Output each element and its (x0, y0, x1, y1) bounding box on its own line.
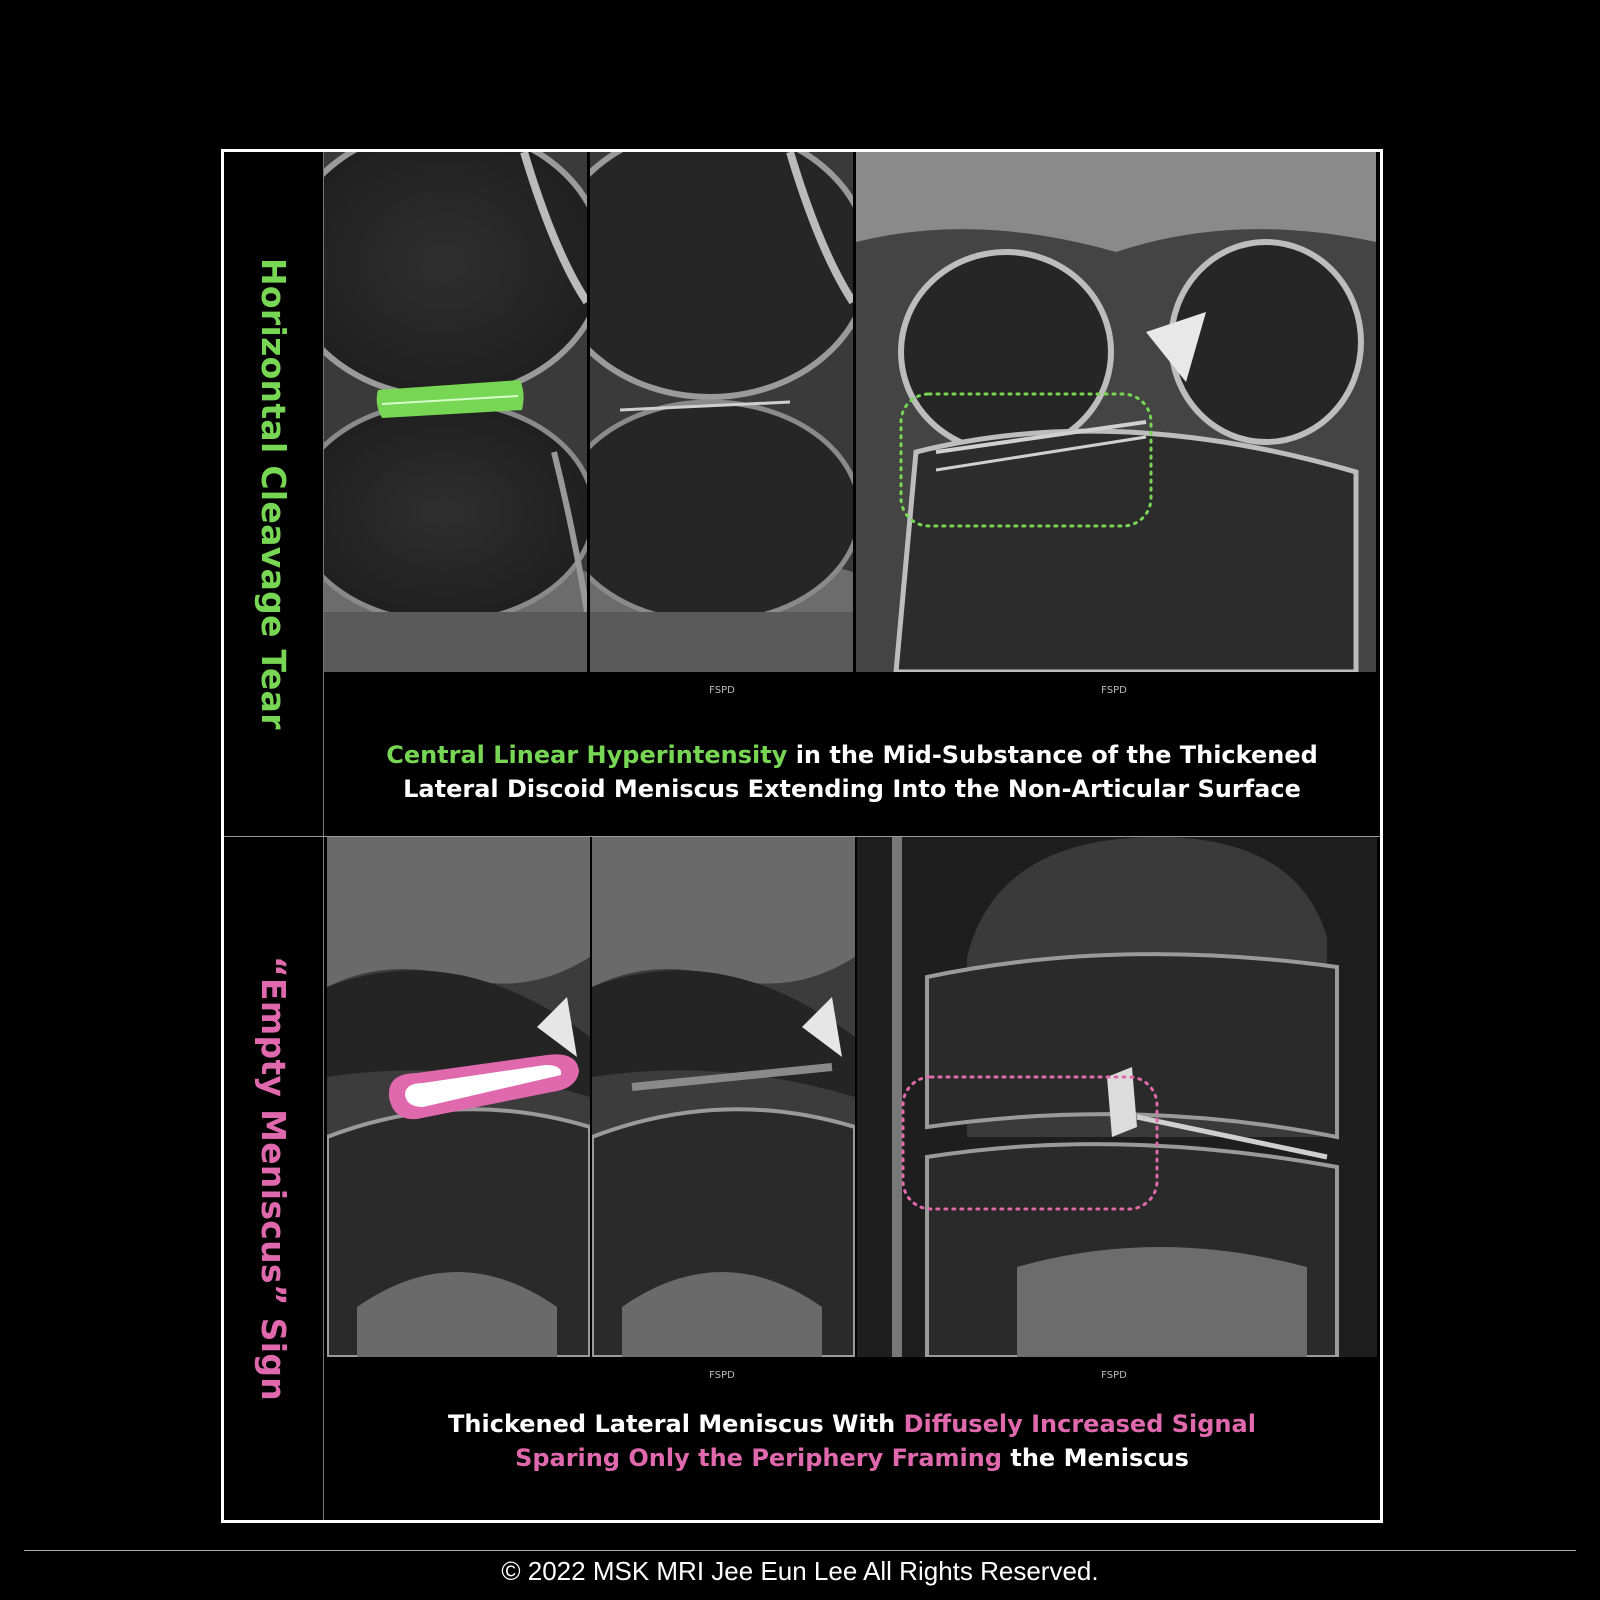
copyright-footer: © 2022 MSK MRI Jee Eun Lee All Rights Reserved. (501, 1556, 1099, 1586)
caption-highlight: Central Linear Hyperintensity (386, 741, 788, 769)
sequence-label: FSPD (709, 1370, 735, 1381)
mri-top-sagittal (590, 152, 853, 672)
sequence-label: FSPD (1101, 685, 1127, 696)
sequence-label: FSPD (709, 685, 735, 696)
caption-text: Thickened Lateral Meniscus With (448, 1410, 904, 1438)
bottom-caption (324, 1407, 1380, 1475)
mri-bottom-coronal-annotated (327, 837, 590, 1357)
horizontal-cleavage-tear-label: Horizontal Cleavage Tear (254, 258, 293, 730)
caption-text: Lateral Discoid Meniscus Extending Into the Non-Articular Surface (403, 775, 1301, 803)
caption-highlight: Diffusely Increased Signal (903, 1410, 1256, 1438)
footer-divider (24, 1550, 1576, 1551)
top-caption (324, 738, 1380, 806)
bottom-row-label (224, 837, 323, 1520)
caption-highlight: Sparing Only the Periphery Framing (515, 1444, 1003, 1472)
mri-bottom-sagittal (857, 837, 1377, 1357)
mri-bottom-coronal (592, 837, 855, 1357)
top-row-label (224, 152, 323, 836)
caption-text: the Meniscus (1002, 1444, 1189, 1472)
sequence-label: FSPD (1101, 1370, 1127, 1381)
caption-text: in the Mid-Substance of the Thickened (787, 741, 1318, 769)
mri-top-coronal (856, 152, 1376, 672)
mri-top-sagittal-annotated (324, 152, 587, 672)
empty-meniscus-sign-label: “Empty Meniscus” Sign (254, 955, 293, 1402)
